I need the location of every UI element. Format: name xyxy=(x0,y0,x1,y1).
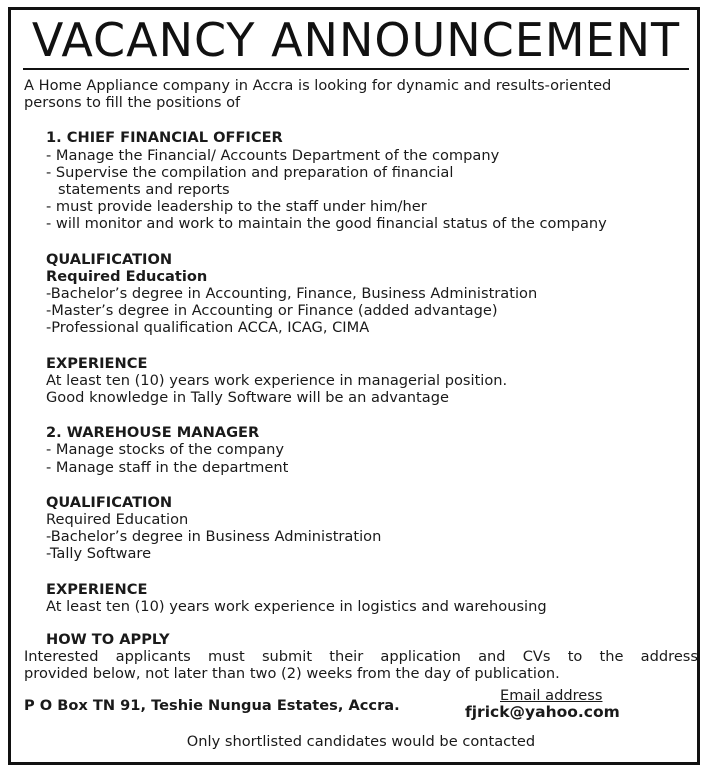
announcement-body xyxy=(24,77,698,750)
contact-row xyxy=(24,687,698,725)
postal-address: P O Box TN 91, Teshie Nungua Estates, Accra. xyxy=(24,696,400,714)
experience-item: At least ten (10) years work experience in logistics and warehousing xyxy=(46,597,547,615)
experience-heading: EXPERIENCE xyxy=(46,580,148,598)
apply-instruction: Interested applicants must submit their application and CVs to the address xyxy=(24,648,698,666)
duty-item: - Manage staff in the department xyxy=(46,458,289,476)
qualification-item: -Professional qualification ACCA, ICAG, CIMA xyxy=(46,319,370,337)
qualification-item: -Bachelor’s degree in Business Administration xyxy=(46,528,382,546)
experience-item: At least ten (10) years work experience in managerial position. xyxy=(46,371,508,389)
experience-heading: EXPERIENCE xyxy=(46,354,148,372)
duty-item: statements and reports xyxy=(58,181,230,199)
footer-note: Only shortlisted candidates would be contacted xyxy=(186,732,536,750)
qualification-item: -Bachelor’s degree in Accounting, Finance, Business Administration xyxy=(46,285,538,303)
duty-item: - must provide leadership to the staff under him/her xyxy=(46,198,427,216)
duty-item: - Supervise the compilation and preparation of financial xyxy=(46,163,454,181)
experience-item: Good knowledge in Tally Software will be an advantage xyxy=(46,389,449,407)
duty-item: - Manage stocks of the company xyxy=(46,441,285,459)
qualification-heading: QUALIFICATION xyxy=(46,250,173,268)
duty-item: - Manage the Financial/ Accounts Department of the company xyxy=(46,146,500,164)
qualification-item: -Master’s degree in Accounting or Finance (added advantage) xyxy=(46,302,498,320)
intro-line: persons to fill the positions of xyxy=(24,94,241,112)
education-heading: Required Education xyxy=(46,267,208,285)
email-address[interactable]: fjrick@yahoo.com xyxy=(465,702,620,721)
position-2-heading: 2. WAREHOUSE MANAGER xyxy=(46,424,260,442)
qualification-heading: QUALIFICATION xyxy=(46,493,173,511)
duty-item: - will monitor and work to maintain the good financial status of the company xyxy=(46,215,607,233)
email-label: Email address xyxy=(500,686,603,704)
announcement-title: VACANCY ANNOUNCEMENT xyxy=(31,13,681,67)
qualification-item: -Tally Software xyxy=(46,545,152,563)
intro-line: A Home Appliance company in Accra is looking for dynamic and results-oriented xyxy=(24,77,612,94)
position-1-heading: 1. CHIEF FINANCIAL OFFICER xyxy=(46,129,283,147)
apply-instruction: provided below, not later than two (2) weeks from the day of publication. xyxy=(24,665,560,683)
title-underline xyxy=(23,68,689,70)
how-to-apply-heading: HOW TO APPLY xyxy=(46,631,170,649)
education-heading: Required Education xyxy=(46,511,189,529)
